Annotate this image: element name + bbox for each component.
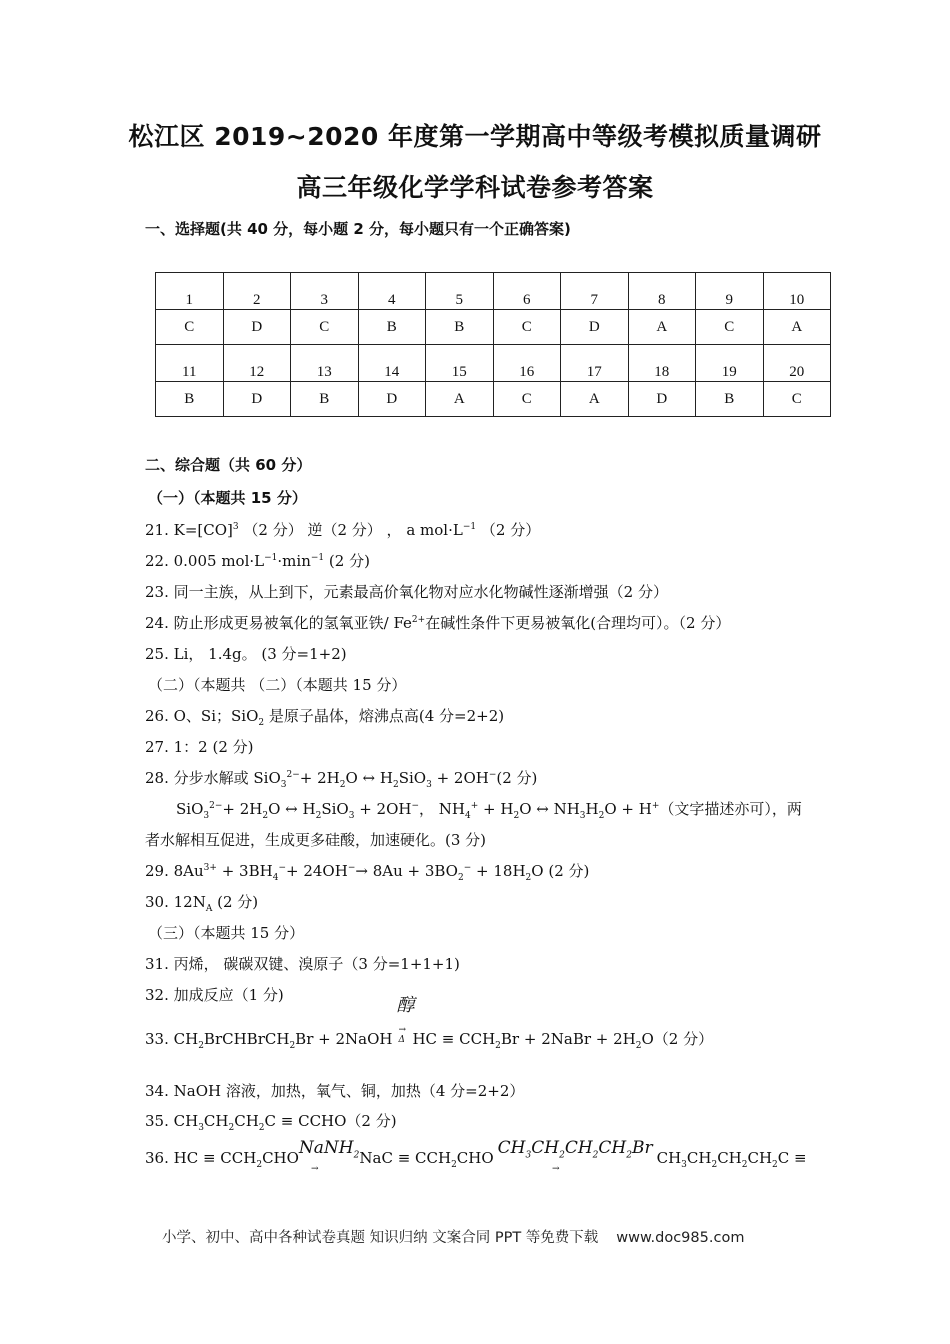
part3-heading: （三）（本题共 15 分） (148, 924, 305, 942)
table-cell: 6 (493, 273, 561, 310)
page-subtitle: 高三年级化学学科试卷参考答案 (296, 173, 654, 202)
footer (162, 1226, 744, 1247)
answer-q36: 36. HC ≡ $CCH_2CHONaNH_2NaC \equiv CCH_2CHO$ $CH_3CH_2CH_2CH_2Br$ $CH_3CH_2CH_2CH_2C$ ≡ (145, 1138, 807, 1170)
answer-q28-end: 者水解相互促进，生成更多硅酸，加速硬化。(3 分) (145, 831, 487, 849)
answer-q23: 23. 同一主族，从上到下，元素最高价氧化物对应水化物碱性逐渐增强（2 分） (145, 583, 668, 601)
table-cell: 15 (426, 345, 494, 382)
answer-table (155, 272, 831, 417)
answer-q28-cont: $SiO_3^{2-}+ 2H_2O$ ↔ $H_2SiO_3 + 2OH^-$， $NH_4^+ + H_2O$ ↔ $NH_3H_2O + H^+$（文字描述亦可），两 (176, 800, 802, 821)
table-cell: 2 (223, 273, 291, 310)
table-cell: 20 (763, 345, 831, 382)
arrow-icon: → (552, 1164, 560, 1174)
table-row (156, 310, 831, 345)
table-cell: A (561, 382, 629, 417)
table-cell: B (696, 382, 764, 417)
answer-q24: 24. 防止形成更易被氧化的氢氧亚铁/ $Fe^{2+}$在碱性条件下更易被氧化(合理均可）。（2 分） (145, 614, 731, 632)
table-cell: C (696, 310, 764, 345)
table-cell: 17 (561, 345, 629, 382)
table-cell: 18 (628, 345, 696, 382)
page-title: 松江区 2019~2020 年度第一学期高中等级考模拟质量调研 (128, 122, 822, 151)
answer-q31: 31. 丙烯， 碳碳双键、溴原子（3 分=1+1+1) (145, 955, 460, 973)
table-row (156, 382, 831, 417)
table-cell: C (156, 310, 224, 345)
part1-heading: （一）（本题共 15 分） (148, 489, 307, 507)
table-cell: 13 (291, 345, 359, 382)
footer-text: 小学、初中、高中各种试卷真题 知识归纳 文案合同 PPT 等免费下载 (162, 1230, 599, 1246)
answer-q26: 26. O、Si；SiO$_2$ 是原子晶体，熔沸点高(4 分=2+2) (145, 707, 505, 728)
answer-q28: 28. 分步水解或 $SiO_3^{2-}+ 2H_2O$ ↔ $H_2SiO_3 + 2OH^-(2$ 分) (145, 769, 538, 790)
table-cell: C (763, 382, 831, 417)
footer-link[interactable]: www.doc985.com (616, 1230, 745, 1246)
answer-q21: 21. K=[CO]$^3$ （2 分） 逆（2 分） ， a $mol\cdot L^{-1}$ （2 分） (145, 521, 541, 539)
table-cell: 1 (156, 273, 224, 310)
table-cell: A (763, 310, 831, 345)
answer-q32: 32. 加成反应（1 分) (145, 986, 284, 1004)
answer-q33: 33. $CH_2BrCHBrCH_2Br$ + 2NaOH 醇 → Δ HC ≡ $CCH_2Br$ + 2NaBr + $2H_2O(2$ 分） (145, 1014, 713, 1071)
answer-q35: 35. $CH_3CH_2CH_2C$ ≡ CCHO（2 分) (145, 1112, 397, 1133)
table-cell: C (493, 310, 561, 345)
section2-heading: 二、综合题（共 60 分） (145, 456, 312, 474)
table-cell: 16 (493, 345, 561, 382)
table-cell: B (426, 310, 494, 345)
table-cell: D (358, 382, 426, 417)
table-cell: C (291, 310, 359, 345)
table-cell: D (561, 310, 629, 345)
arrow-icon: → (311, 1164, 319, 1174)
table-row (156, 345, 831, 382)
table-cell: 19 (696, 345, 764, 382)
answer-q29: 29. $8Au^{3+} + 3BH_4^-+ 24OH^-\to 8Au + 3BO_2^- + 18H_2O$ (2 分) (145, 862, 590, 883)
section1-heading: 一、选择题(共 40 分，每小题 2 分，每小题只有一个正确答案) (145, 220, 571, 238)
table-cell: A (426, 382, 494, 417)
table-cell: 4 (358, 273, 426, 310)
table-cell: D (223, 310, 291, 345)
part2-heading: （二）（本题共 （二）（本题共 15 分） (148, 676, 407, 694)
table-cell: 10 (763, 273, 831, 310)
answer-q34: 34. NaOH 溶液，加热，氧气、铜，加热（4 分=2+2） (145, 1082, 525, 1100)
answer-q27: 27. 1：2 (2 分) (145, 738, 254, 756)
table-cell: A (628, 310, 696, 345)
heat-triangle-icon: Δ (398, 1035, 405, 1045)
arrow-icon: → (398, 1025, 407, 1035)
table-cell: 11 (156, 345, 224, 382)
table-cell: C (493, 382, 561, 417)
answer-q30: 30. $12N_A$ (2 分) (145, 893, 259, 914)
table-cell: D (223, 382, 291, 417)
table-cell: B (358, 310, 426, 345)
answer-q22: 22. 0.005 $mol\cdot L^{-1}\cdot\min^{-1}$ (2 分) (145, 552, 370, 570)
table-cell: 9 (696, 273, 764, 310)
table-cell: 14 (358, 345, 426, 382)
reagent-label: NaNH$_2$ (298, 1138, 360, 1161)
reagent-label: $CH_3CH_2CH_2CH_2Br$ (497, 1138, 653, 1161)
table-cell: B (156, 382, 224, 417)
answer-q25: 25. Li， 1.4g。 (3 分=1+2) (145, 645, 347, 663)
table-cell: 3 (291, 273, 359, 310)
table-cell: 5 (426, 273, 494, 310)
table-cell: 7 (561, 273, 629, 310)
reaction-condition: 醇 → Δ (396, 995, 415, 1045)
table-cell: B (291, 382, 359, 417)
table-cell: D (628, 382, 696, 417)
table-cell: 12 (223, 345, 291, 382)
table-cell: 8 (628, 273, 696, 310)
table-row (156, 273, 831, 310)
